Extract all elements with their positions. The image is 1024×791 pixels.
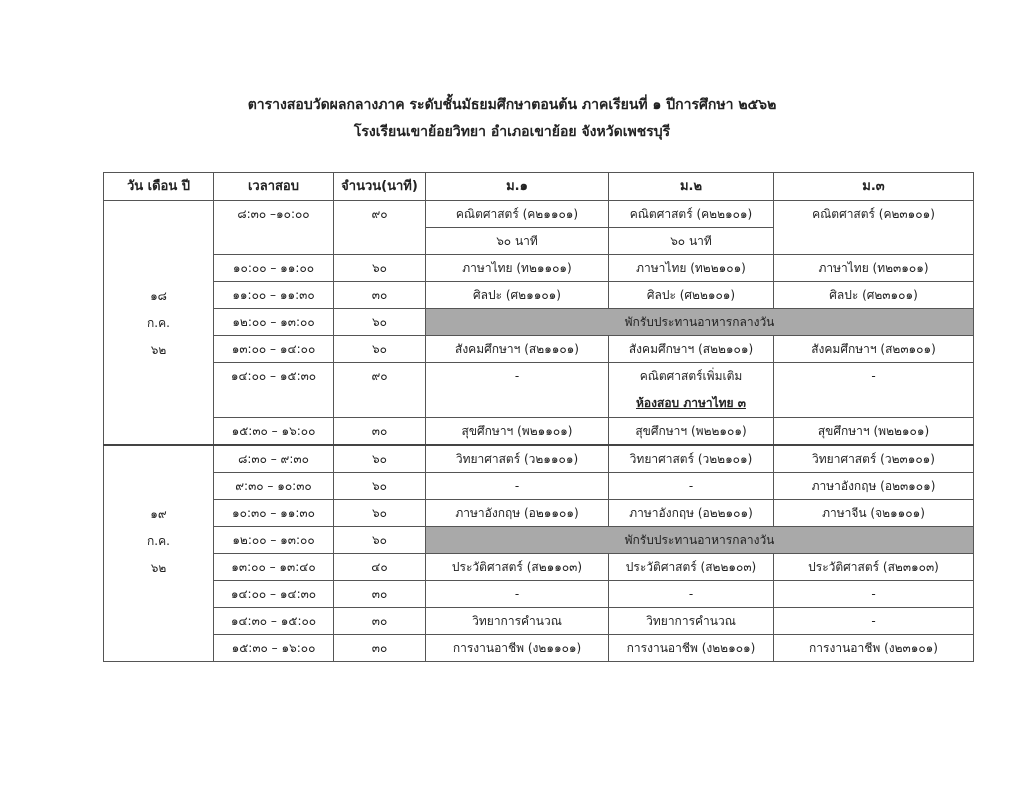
minutes-cell: ๖๐ — [334, 255, 426, 282]
m1-cell: - — [426, 581, 609, 608]
table-row — [104, 473, 974, 500]
minutes-cell: ๖๐ — [334, 473, 426, 500]
column-header-m3: ม.๓ — [774, 173, 974, 201]
minutes-cell: ๖๐ — [334, 336, 426, 363]
time-cell: ๑๔:๐๐ – ๑๕:๓๐ — [214, 363, 334, 418]
m2-cell: คณิตศาสตร์ (ค๒๒๑๐๑) — [609, 201, 774, 228]
m3-cell: สุขศึกษาฯ (พ๒๒๑๐๑) — [774, 418, 974, 446]
exam-schedule-table — [103, 172, 974, 662]
time-cell: ๑๔:๓๐ – ๑๕:๐๐ — [214, 608, 334, 635]
m1-cell: วิทยาศาสตร์ (ว๒๑๑๐๑) — [426, 445, 609, 473]
date-month: ก.ค. — [147, 316, 170, 330]
m3-cell: ประวัติศาสตร์ (ส๒๓๑๐๓) — [774, 554, 974, 581]
page-subtitle: โรงเรียนเขาย้อยวิทยา อำเภอเขาย้อย จังหวัดเพชรบุรี — [353, 124, 671, 140]
m2-cell — [609, 363, 774, 418]
table-row — [104, 500, 974, 527]
date-day: ๑๙ — [150, 507, 167, 521]
m2-cell-subject: คณิตศาสตร์เพิ่มเติม — [639, 369, 743, 383]
m3-cell: ภาษาจีน (จ๒๑๑๐๑) — [774, 500, 974, 527]
time-cell: ๙:๓๐ – ๑๐:๓๐ — [214, 473, 334, 500]
table-row — [104, 445, 974, 473]
time-cell: ๘:๓๐ –๑๐:๐๐ — [214, 201, 334, 255]
table-row — [104, 255, 974, 282]
date-day: ๑๘ — [150, 289, 167, 303]
m3-cell: ศิลปะ (ศ๒๓๑๐๑) — [774, 282, 974, 309]
time-cell: ๑๒:๐๐ – ๑๓:๐๐ — [214, 309, 334, 336]
minutes-cell: ๓๐ — [334, 418, 426, 446]
minutes-cell: ๓๐ — [334, 581, 426, 608]
table-row — [104, 527, 974, 554]
table-row — [104, 201, 974, 228]
page-title: ตารางสอบวัดผลกลางภาค ระดับชั้นมัธยมศึกษาตอนต้น ภาคเรียนที่ ๑ ปีการศึกษา ๒๕๖๒ — [247, 97, 777, 113]
date-cell — [104, 201, 214, 446]
m1-cell: ประวัติศาสตร์ (ส๒๑๑๐๓) — [426, 554, 609, 581]
m3-cell: ภาษาไทย (ท๒๓๑๐๑) — [774, 255, 974, 282]
minutes-cell: ๖๐ — [334, 527, 426, 554]
m2-cell: ศิลปะ (ศ๒๒๑๐๑) — [609, 282, 774, 309]
time-cell: ๑๕:๓๐ – ๑๖:๐๐ — [214, 418, 334, 446]
table-row — [104, 309, 974, 336]
minutes-cell: ๖๐ — [334, 445, 426, 473]
m2-cell: วิทยาศาสตร์ (ว๒๒๑๐๑) — [609, 445, 774, 473]
minutes-cell: ๓๐ — [334, 608, 426, 635]
m1-cell: สังคมศึกษาฯ (ส๒๑๑๐๑) — [426, 336, 609, 363]
m3-cell: วิทยาศาสตร์ (ว๒๓๑๐๑) — [774, 445, 974, 473]
m3-cell: - — [774, 608, 974, 635]
m2-cell: สุขศึกษาฯ (พ๒๒๑๐๑) — [609, 418, 774, 446]
table-header-row — [104, 173, 974, 201]
minutes-cell: ๙๐ — [334, 363, 426, 418]
m1-cell-duration: ๖๐ นาที — [426, 228, 609, 255]
minutes-cell: ๓๐ — [334, 635, 426, 662]
m3-cell: สังคมศึกษาฯ (ส๒๓๑๐๑) — [774, 336, 974, 363]
table-row — [104, 635, 974, 662]
m3-cell: การงานอาชีพ (ง๒๓๑๐๑) — [774, 635, 974, 662]
column-header-date: วัน เดือน ปี — [104, 173, 214, 201]
time-cell: ๑๑:๐๐ – ๑๑:๓๐ — [214, 282, 334, 309]
table-row — [104, 608, 974, 635]
date-cell — [104, 445, 214, 662]
date-year: ๖๒ — [150, 343, 167, 357]
minutes-cell: ๓๐ — [334, 282, 426, 309]
m2-cell-room: ห้องสอบ ภาษาไทย ๓ — [636, 396, 746, 410]
time-cell: ๑๒:๐๐ – ๑๓:๐๐ — [214, 527, 334, 554]
m1-cell: การงานอาชีพ (ง๒๑๑๐๑) — [426, 635, 609, 662]
m3-cell: ภาษาอังกฤษ (อ๒๓๑๐๑) — [774, 473, 974, 500]
column-header-m2: ม.๒ — [609, 173, 774, 201]
lunch-break-cell: พักรับประทานอาหารกลางวัน — [426, 309, 974, 336]
lunch-break-cell: พักรับประทานอาหารกลางวัน — [426, 527, 974, 554]
m1-cell: ภาษาอังกฤษ (อ๒๑๑๐๑) — [426, 500, 609, 527]
m1-cell: ศิลปะ (ศ๒๑๑๐๑) — [426, 282, 609, 309]
time-cell: ๑๕:๓๐ – ๑๖:๐๐ — [214, 635, 334, 662]
m2-cell: ประวัติศาสตร์ (ส๒๒๑๐๓) — [609, 554, 774, 581]
date-month: ก.ค. — [147, 534, 170, 548]
m3-cell: - — [774, 581, 974, 608]
table-row — [104, 363, 974, 418]
m3-cell: คณิตศาสตร์ (ค๒๓๑๐๑) — [774, 201, 974, 255]
table-row — [104, 282, 974, 309]
table-row — [104, 336, 974, 363]
m1-cell: - — [426, 473, 609, 500]
minutes-cell: ๖๐ — [334, 500, 426, 527]
m2-cell: สังคมศึกษาฯ (ส๒๒๑๐๑) — [609, 336, 774, 363]
column-header-minutes: จำนวน(นาที) — [334, 173, 426, 201]
m2-cell: ภาษาอังกฤษ (อ๒๒๑๐๑) — [609, 500, 774, 527]
m2-cell: วิทยาการคำนวณ — [609, 608, 774, 635]
m2-cell: การงานอาชีพ (ง๒๒๑๐๑) — [609, 635, 774, 662]
table-row — [104, 581, 974, 608]
m2-cell-duration: ๖๐ นาที — [609, 228, 774, 255]
time-cell: ๑๔:๐๐ – ๑๔:๓๐ — [214, 581, 334, 608]
minutes-cell: ๔๐ — [334, 554, 426, 581]
time-cell: ๑๓:๐๐ – ๑๔:๐๐ — [214, 336, 334, 363]
minutes-cell: ๙๐ — [334, 201, 426, 255]
table-row — [104, 554, 974, 581]
time-cell: ๑๐:๐๐ – ๑๑:๐๐ — [214, 255, 334, 282]
table-row — [104, 418, 974, 446]
column-header-m1: ม.๑ — [426, 173, 609, 201]
column-header-time: เวลาสอบ — [214, 173, 334, 201]
date-year: ๖๒ — [150, 561, 167, 575]
m2-cell: - — [609, 581, 774, 608]
time-cell: ๑๓:๐๐ – ๑๓:๔๐ — [214, 554, 334, 581]
time-cell: ๘:๓๐ – ๙:๓๐ — [214, 445, 334, 473]
m1-cell: สุขศึกษาฯ (พ๒๑๑๐๑) — [426, 418, 609, 446]
m2-cell: ภาษาไทย (ท๒๒๑๐๑) — [609, 255, 774, 282]
m2-cell: - — [609, 473, 774, 500]
m1-cell: คณิตศาสตร์ (ค๒๑๑๐๑) — [426, 201, 609, 228]
m1-cell: วิทยาการคำนวณ — [426, 608, 609, 635]
time-cell: ๑๐:๓๐ – ๑๑:๓๐ — [214, 500, 334, 527]
m3-cell: - — [774, 363, 974, 418]
minutes-cell: ๖๐ — [334, 309, 426, 336]
m1-cell: - — [426, 363, 609, 418]
m1-cell: ภาษาไทย (ท๒๑๑๐๑) — [426, 255, 609, 282]
